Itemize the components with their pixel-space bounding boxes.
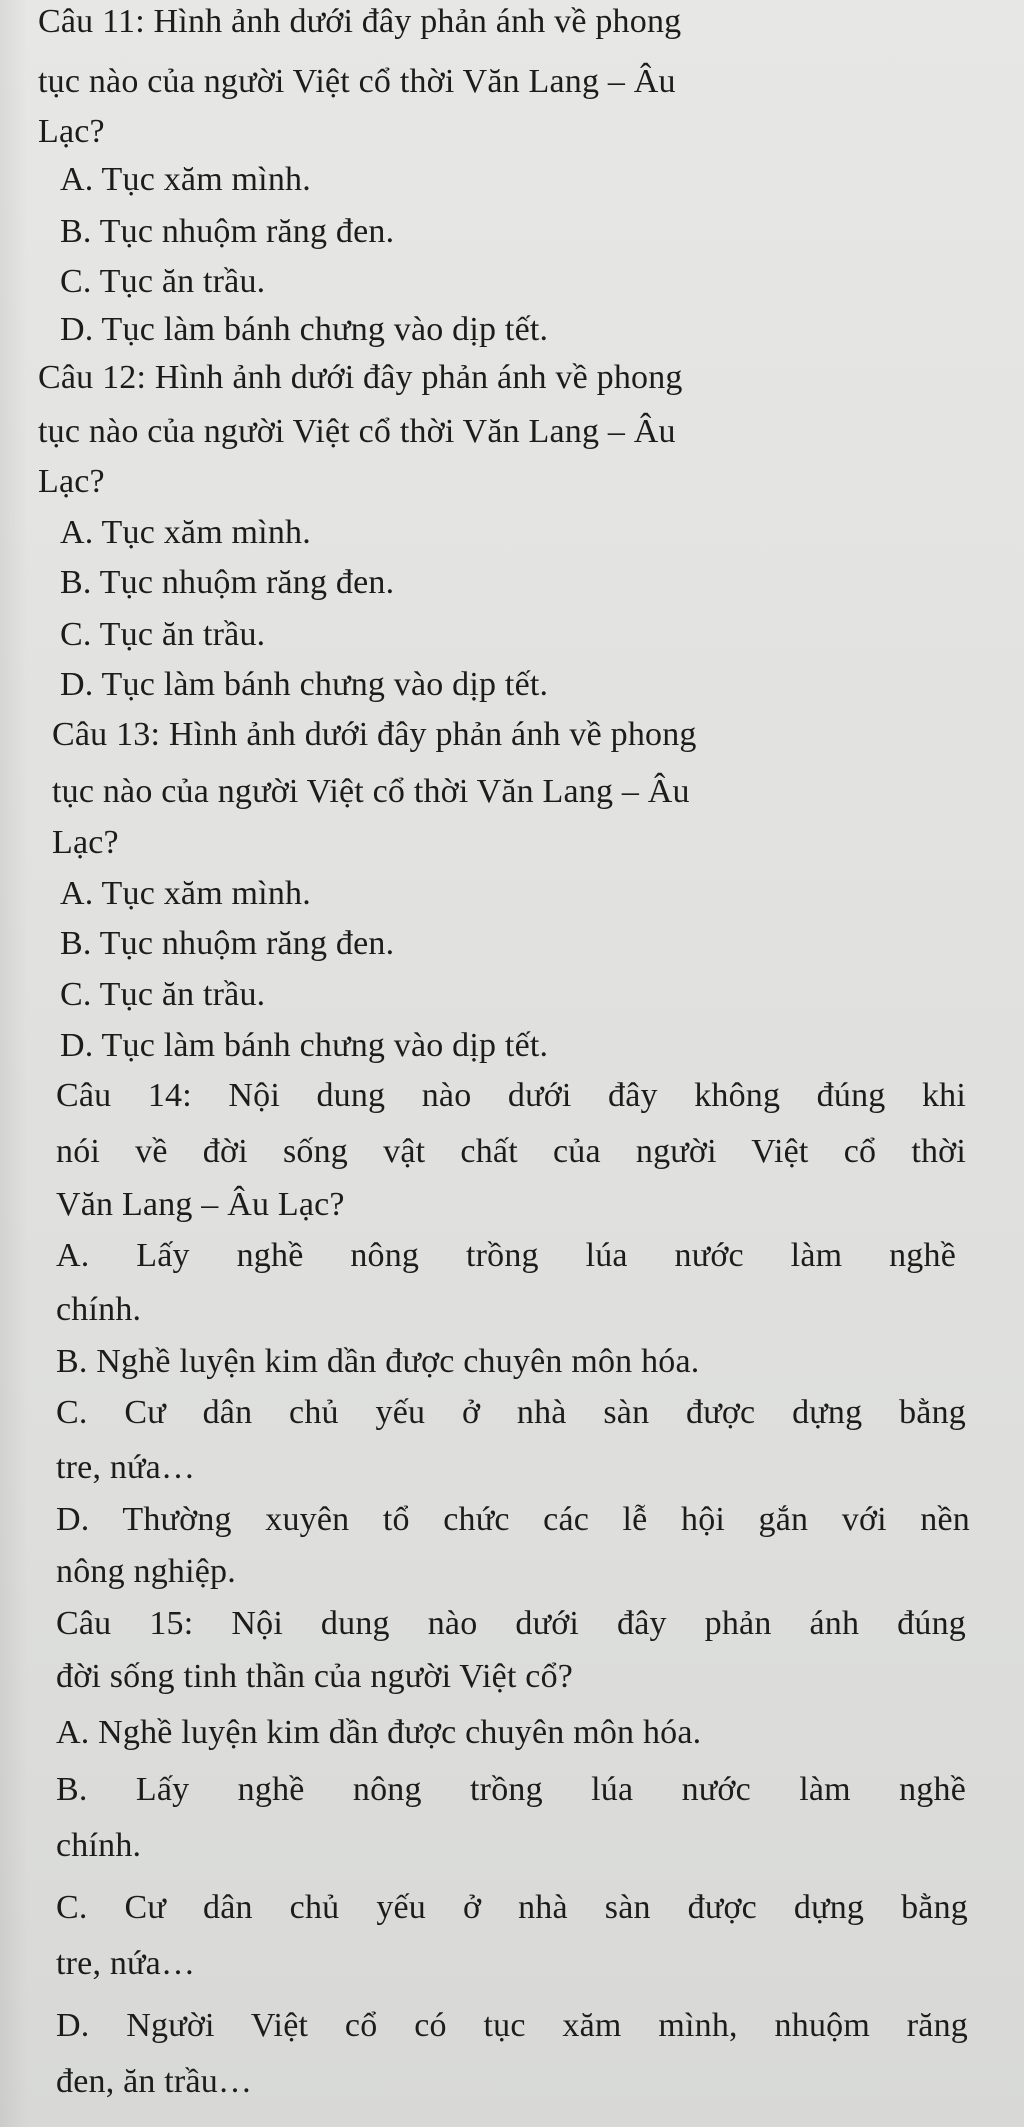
q14-option-c-line-2: tre, nứa…: [56, 1449, 196, 1486]
q14-stem-line-3: Văn Lang – Âu Lạc?: [56, 1186, 345, 1223]
q15-option-b-line-1: B. Lấy nghề nông trồng lúa nước làm nghề: [56, 1771, 966, 1808]
q14-stem-line-1: Câu 14: Nội dung nào dưới đây không đúng khi: [56, 1077, 966, 1114]
q12-option-d: D. Tục làm bánh chưng vào dịp tết.: [60, 666, 549, 703]
q12-stem-line-2: tục nào của người Việt cổ thời Văn Lang – Âu: [38, 413, 676, 450]
q11-option-d: D. Tục làm bánh chưng vào dịp tết.: [60, 311, 549, 348]
q15-option-c-line-2: tre, nứa…: [56, 1945, 196, 1982]
q13-option-c: C. Tục ăn trầu.: [60, 976, 266, 1013]
q15-option-c-line-1: C. Cư dân chủ yếu ở nhà sàn được dựng bằng: [56, 1889, 968, 1926]
q14-option-b: B. Nghề luyện kim dần được chuyên môn hóa.: [56, 1343, 700, 1380]
q12-stem-line-1: Câu 12: Hình ảnh dưới đây phản ánh về phong: [38, 359, 683, 396]
q15-stem-line-2: đời sống tinh thần của người Việt cổ?: [56, 1658, 574, 1695]
q15-option-d-line-2: đen, ăn trầu…: [56, 2063, 253, 2100]
q15-stem-line-1: Câu 15: Nội dung nào dưới đây phản ánh đúng: [56, 1605, 966, 1642]
q13-option-a: A. Tục xăm mình.: [60, 875, 311, 912]
q11-option-b: B. Tục nhuộm răng đen.: [60, 213, 395, 250]
q11-stem-line-2: tục nào của người Việt cổ thời Văn Lang – Âu: [38, 63, 676, 100]
q13-option-b: B. Tục nhuộm răng đen.: [60, 925, 395, 962]
q11-stem-line-3: Lạc?: [38, 113, 105, 150]
q15-option-b-line-2: chính.: [56, 1827, 142, 1864]
q14-stem-line-2: nói về đời sống vật chất của người Việt cổ thời: [56, 1133, 966, 1170]
q11-option-a: A. Tục xăm mình.: [60, 161, 311, 198]
q14-option-a-line-2: chính.: [56, 1291, 142, 1328]
q13-stem-line-3: Lạc?: [52, 824, 119, 861]
q11-stem-line-1: Câu 11: Hình ảnh dưới đây phản ánh về phong: [38, 3, 682, 40]
q14-option-a-line-1: A. Lấy nghề nông trồng lúa nước làm nghề: [56, 1237, 956, 1274]
page-edge-shadow: [0, 0, 28, 2127]
q11-option-c: C. Tục ăn trầu.: [60, 263, 266, 300]
q15-option-d-line-1: D. Người Việt cổ có tục xăm mình, nhuộm răng: [56, 2007, 968, 2044]
q15-option-a: A. Nghề luyện kim dần được chuyên môn hóa.: [56, 1714, 702, 1751]
q13-option-d: D. Tục làm bánh chưng vào dịp tết.: [60, 1027, 549, 1064]
q14-option-c-line-1: C. Cư dân chủ yếu ở nhà sàn được dựng bằng: [56, 1394, 966, 1431]
q13-stem-line-1: Câu 13: Hình ảnh dưới đây phản ánh về phong: [52, 716, 697, 753]
q12-option-c: C. Tục ăn trầu.: [60, 616, 266, 653]
q12-stem-line-3: Lạc?: [38, 463, 105, 500]
q14-option-d-line-2: nông nghiệp.: [56, 1553, 236, 1590]
q13-stem-line-2: tục nào của người Việt cổ thời Văn Lang – Âu: [52, 773, 690, 810]
q12-option-a: A. Tục xăm mình.: [60, 514, 311, 551]
q14-option-d-line-1: D. Thường xuyên tổ chức các lễ hội gắn với nền: [56, 1501, 970, 1538]
q12-option-b: B. Tục nhuộm răng đen.: [60, 564, 395, 601]
